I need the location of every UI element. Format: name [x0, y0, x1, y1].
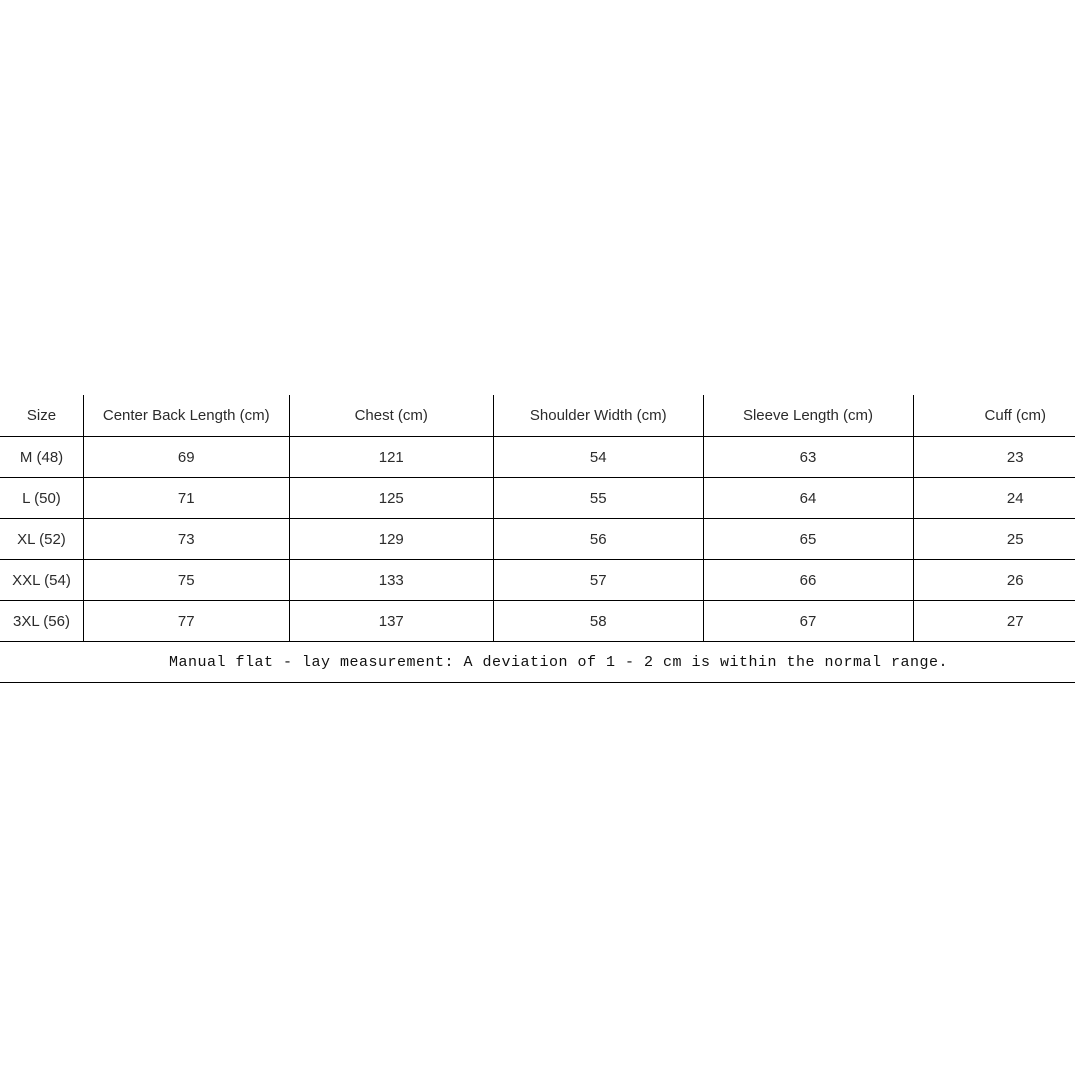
chest-value: 133 — [289, 560, 494, 601]
size-label: XL (52) — [0, 519, 84, 560]
center-back-length: 77 — [84, 601, 290, 642]
size-label: XXL (54) — [0, 560, 84, 601]
size-label: M (48) — [0, 437, 84, 478]
shoulder-width: 58 — [494, 601, 704, 642]
table-row-m — [0, 437, 1075, 478]
column-header-size: Size — [0, 395, 84, 437]
chest-value: 121 — [289, 437, 494, 478]
size-label: L (50) — [0, 478, 84, 519]
cuff-value: 24 — [913, 478, 1075, 519]
footnote-row — [0, 642, 1075, 683]
table-header-row — [0, 395, 1075, 437]
table-row-xl — [0, 519, 1075, 560]
table-row-l — [0, 478, 1075, 519]
chest-value: 137 — [289, 601, 494, 642]
chest-value: 129 — [289, 519, 494, 560]
cuff-value: 27 — [913, 601, 1075, 642]
cuff-value: 25 — [913, 519, 1075, 560]
measurement-footnote: Manual flat - lay measurement: A deviation of 1 - 2 cm is within the normal range. — [0, 642, 1075, 683]
sleeve-length: 64 — [703, 478, 913, 519]
size-label: 3XL (56) — [0, 601, 84, 642]
chest-value: 125 — [289, 478, 494, 519]
column-header-shoulder-width: Shoulder Width (cm) — [494, 395, 704, 437]
size-chart-table — [0, 395, 1075, 683]
shoulder-width: 57 — [494, 560, 704, 601]
cuff-value: 23 — [913, 437, 1075, 478]
shoulder-width: 55 — [494, 478, 704, 519]
center-back-length: 69 — [84, 437, 290, 478]
cuff-value: 26 — [913, 560, 1075, 601]
table-row-3xl — [0, 601, 1075, 642]
center-back-length: 75 — [84, 560, 290, 601]
sleeve-length: 65 — [703, 519, 913, 560]
column-header-sleeve-length: Sleeve Length (cm) — [703, 395, 913, 437]
column-header-chest: Chest (cm) — [289, 395, 494, 437]
sleeve-length: 63 — [703, 437, 913, 478]
shoulder-width: 54 — [494, 437, 704, 478]
shoulder-width: 56 — [494, 519, 704, 560]
column-header-cuff: Cuff (cm) — [913, 395, 1075, 437]
table-row-xxl — [0, 560, 1075, 601]
sleeve-length: 66 — [703, 560, 913, 601]
column-header-center-back-length: Center Back Length (cm) — [84, 395, 290, 437]
center-back-length: 71 — [84, 478, 290, 519]
sleeve-length: 67 — [703, 601, 913, 642]
center-back-length: 73 — [84, 519, 290, 560]
